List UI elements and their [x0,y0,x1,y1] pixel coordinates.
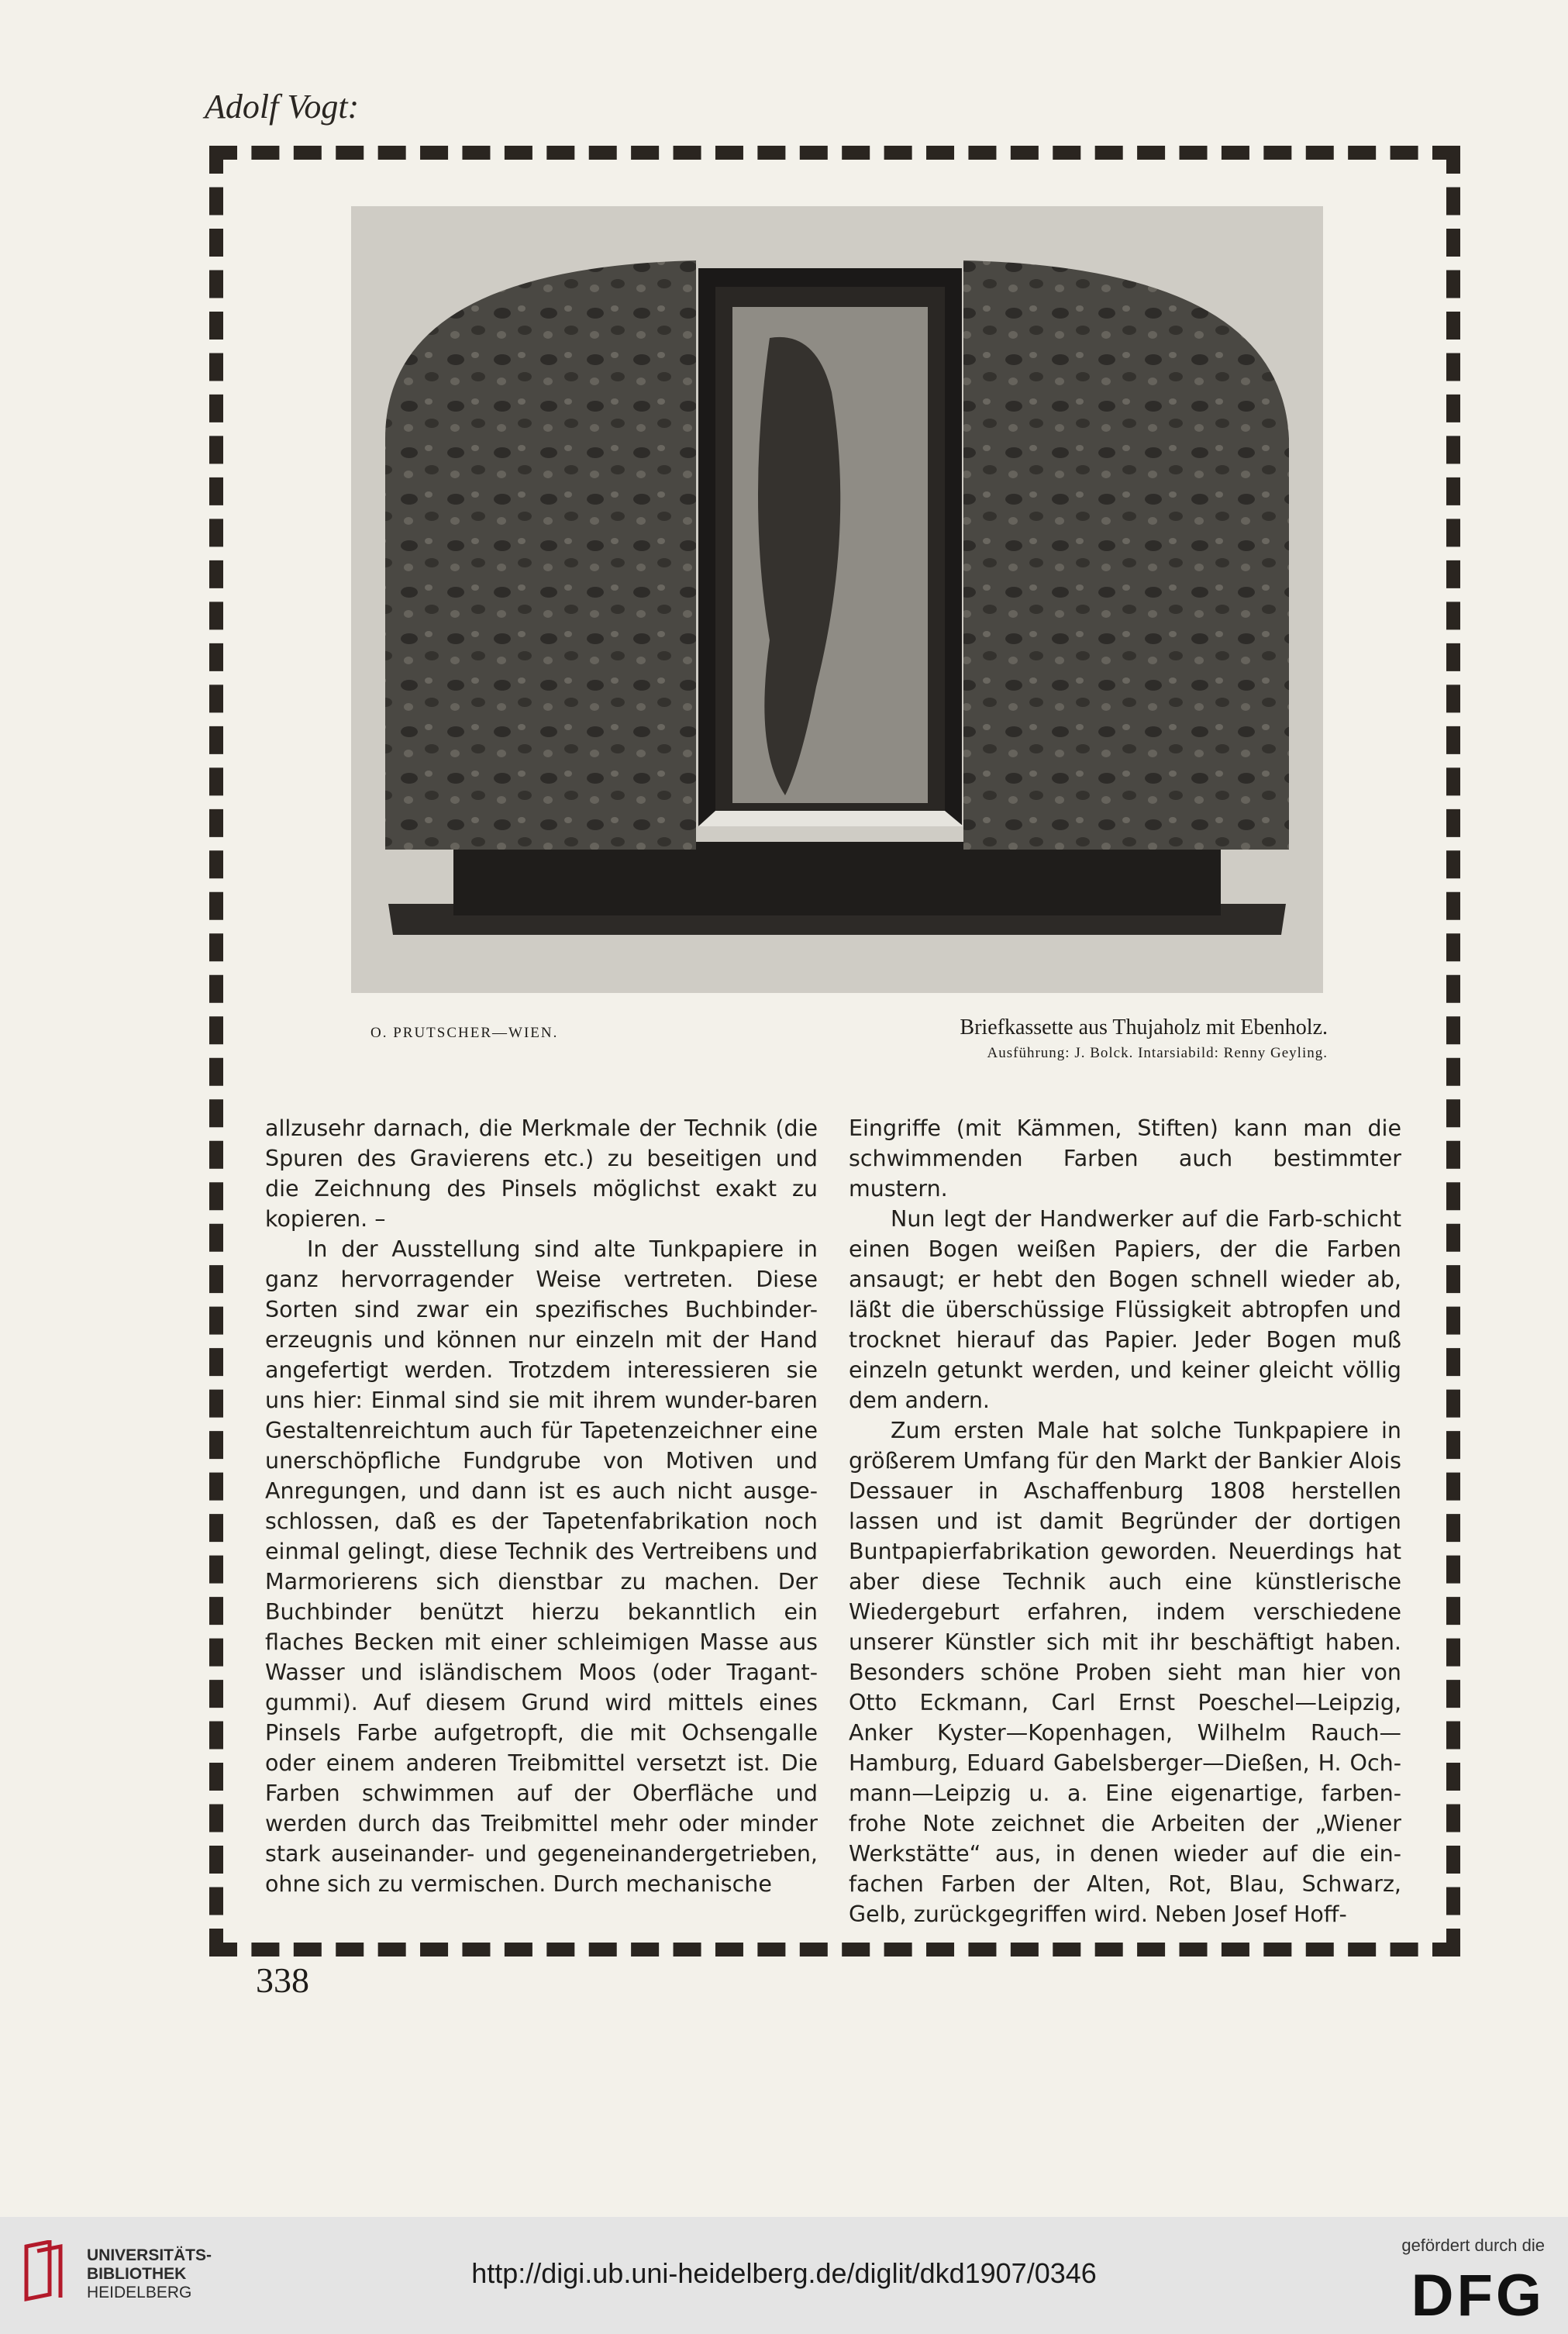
figure-photo [351,206,1323,993]
paragraph: allzusehr darnach, die Merkmale der Technik (die Spuren des Gravierens etc.) zu beseitigen und die Zeichnung des Pinsels möglichst exakt zu kopieren. – [265,1115,818,1232]
paragraph: Eingriffe (mit Kämmen, Stiften) kann man die schwimmenden Farben auch bestimmter mustern. [849,1115,1401,1201]
caption-artist: O. PRUTSCHER—WIEN. [370,1025,559,1041]
caption-title: Briefkassette aus Thujaholz mit Ebenholz. [960,1015,1328,1039]
text-column-left [265,1113,818,1899]
cabinet-image [351,206,1323,993]
figure-caption [960,1015,1328,1062]
library-name-line: HEIDELBERG [87,2284,192,2301]
paragraph: Nun legt der Handwerker auf die Farb-schicht einen Bogen weißen Papiers, der die Farben ansaugt; er hebt den Bogen schnell wieder ab, läßt die überschüssige Flüssigkeit abtropfen und trocknet hierauf das Papier. Jeder Bogen muß einzeln getunkt werden, und keiner gleicht völlig dem andern. [849,1206,1401,1413]
paragraph: In der Ausstellung sind alte Tunkpapiere in ganz hervorragender Weise vertreten. Diese Sorten sind zwar ein spezifisches Buchbinder-erzeugnis und können nur einzeln mit der Hand angefertigt werden. Trotzdem interessieren sie uns hier: Einmal sind sie mit ihrem wunder-baren Gestaltenreichtum auch für Tapetenzeichner eine unerschöpfliche Fundgrube von Motiven und Anregungen, und dann ist es auch nicht ausge-schlossen, daß es der Tapetenfabrikation noch einmal gelingt, diese Technik des Vertreibens und Marmorierens sich dienstbar zu machen. Der Buchbinder benützt hierzu bekanntlich ein flaches Becken mit einer schleimigen Masse aus Wasser und isländischem Moos (oder Tragant-gummi). Auf diesem Grund wird mittels eines Pinsels Farbe aufgetropft, die mit Ochsengalle oder einem anderen Treibmittel versetzt ist. Die Farben schwimmen auf der Oberfläche und werden durch das Treibmittel mehr oder minder stark auseinander- und gegeneinandergetrieben, ohne sich zu vermischen. Durch mechanische [265,1236,818,1897]
page-number: 338 [256,1960,309,2000]
caption-credit: Ausführung: J. Bolck. Intarsiabild: Renny Geyling. [987,1045,1328,1061]
library-name-line: UNIVERSITÄTS- [87,2246,212,2264]
paragraph: Zum ersten Male hat solche Tunkpapiere in größerem Umfang für den Markt der Bankier Alois Dessauer in Aschaffenburg 1808 herstellen lassen und ist damit Begründer der dortigen Buntpapierfabrikation geworden. Neuerdings hat aber diese Technik auch eine künstlerische Wiedergeburt erfahren, indem verschiedene unserer Künstler sich mit ihr beschäftigt haben. Besonders schöne Proben sieht man hier von Otto Eckmann, Carl Ernst Poeschel—Leipzig, Anker Kyster—Kopenhagen, Wilhelm Rauch—Hamburg, Eduard Gabelsberger—Dießen, H. Och-mann—Leipzig u. a. Eine eigenartige, farben-frohe Note zeichnet die Arbeiten der „Wiener Werkstätte“ aus, in denen wieder auf die ein-fachen Farben der Alten, Rot, Blau, Schwarz, Gelb, zurückgegriffen wird. Neben Josef Hoff- [849,1418,1401,1927]
permalink[interactable]: http://digi.ub.uni-heidelberg.de/diglit/dkd1907/0346 [471,2257,1097,2289]
footer-bar [0,2217,1568,2334]
library-name-line: BIBLIOTHEK [87,2265,187,2283]
funded-by-label: gefördert durch die [1401,2236,1545,2255]
text-column-right [849,1113,1401,1929]
dfg-logo: DFG [1411,2263,1545,2329]
running-head: Adolf Vogt: [205,88,360,126]
